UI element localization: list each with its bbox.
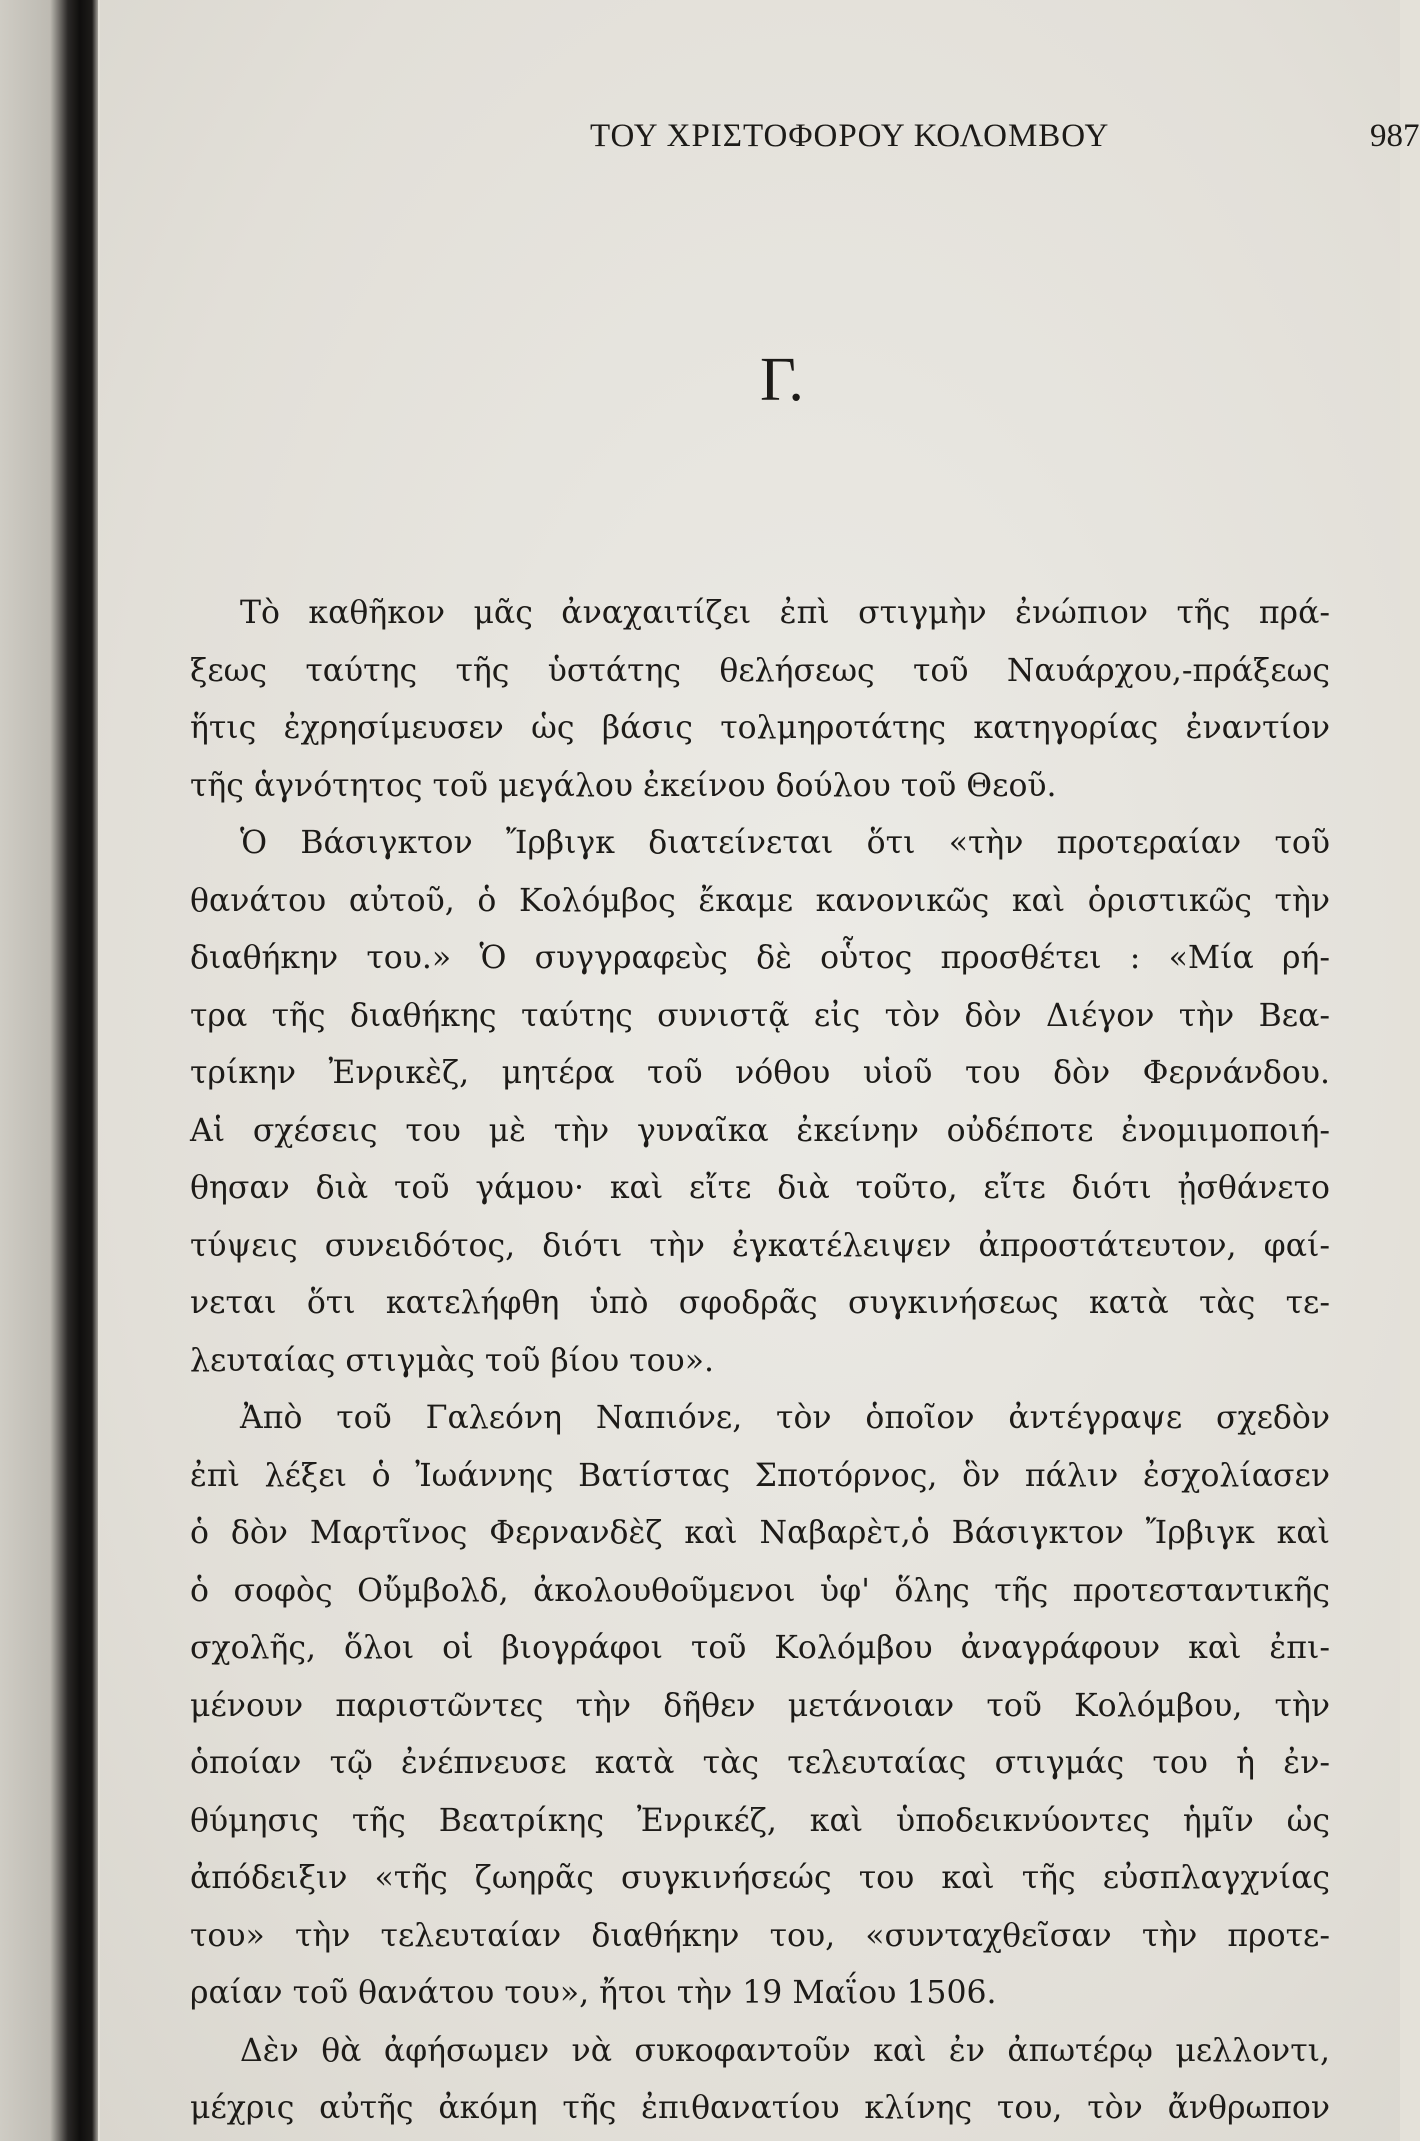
- text-line: θύμησις τῆς Βεατρίκης Ἐνρικέζ, καὶ ὑποδεικνύοντες ἡμῖν ὡς: [190, 1802, 1330, 1839]
- running-title: ΤΟΥ ΧΡΙΣΤΟΦΟΡΟΥ ΚΟΛΟΜΒΟΥ: [590, 118, 1110, 154]
- text-line: σχολῆς, ὅλοι οἱ βιογράφοι τοῦ Κολόμβου ἀναγράφουν καὶ ἐπι-: [190, 1630, 1330, 1666]
- text-line: τρα τῆς διαθήκης ταύτης συνιστᾷ εἰς τὸν δὸν Διέγον τὴν Βεα-: [190, 997, 1330, 1034]
- text-line: του» τὴν τελευταίαν διαθήκην του, «συνταχθεῖσαν τὴν προτε-: [190, 1917, 1330, 1954]
- text-line: ὁποίαν τῷ ἐνέπνευσε κατὰ τὰς τελευταίας στιγμάς του ἡ ἐν-: [190, 1745, 1330, 1781]
- text-line: λευταίας στιγμὰς τοῦ βίου του».: [190, 1342, 714, 1379]
- text-line: Δὲν θὰ ἀφήσωμεν νὰ συκοφαντοῦν καὶ ἐν ἀπωτέρῳ μελλοντι,: [240, 2032, 1330, 2069]
- section-heading: Γ.: [760, 346, 804, 414]
- text-line: ὁ δὸν Μαρτῖνος Φερνανδὲζ καὶ Ναβαρὲτ,ὁ Βάσιγκτον Ἴρβιγκ καὶ: [190, 1515, 1330, 1551]
- text-line: ἀπόδειξιν «τῆς ζωηρᾶς συγκινήσεώς του καὶ τῆς εὐσπλαγχνίας: [190, 1860, 1330, 1896]
- text-line: ξεως ταύτης τῆς ὑστάτης θελήσεως τοῦ Ναυάρχου,-πράξεως: [190, 652, 1330, 689]
- text-line: Ὁ Βάσιγκτον Ἴρβιγκ διατείνεται ὅτι «τὴν προτεραίαν τοῦ: [240, 825, 1330, 861]
- text-line: διαθήκην του.» Ὁ συγγραφεὺς δὲ οὗτος προσθέτει : «Μία ρή-: [190, 940, 1330, 976]
- text-line: ἥτις ἐχρησίμευσεν ὡς βάσις τολμηροτάτης κατηγορίας ἐναντίον: [190, 710, 1330, 746]
- text-line: Ἀπὸ τοῦ Γαλεόνη Ναπιόνε, τὸν ὁποῖον ἀντέγραψε σχεδὸν: [240, 1400, 1330, 1436]
- text-line: νεται ὅτι κατελήφθη ὑπὸ σφοδρᾶς συγκινήσεως κατὰ τὰς τε-: [190, 1285, 1330, 1321]
- text-line: θανάτου αὐτοῦ, ὁ Κολόμβος ἔκαμε κανονικῶς καὶ ὁριστικῶς τὴν: [190, 882, 1330, 919]
- text-line: μέχρις αὐτῆς ἀκόμη τῆς ἐπιθανατίου κλίνης του, τὸν ἄνθρωπον: [190, 2090, 1330, 2126]
- text-line: Αἱ σχέσεις του μὲ τὴν γυναῖκα ἐκείνην οὐδέποτε ἐνομιμοποιή-: [190, 1112, 1330, 1149]
- page-number: 987: [1370, 118, 1420, 154]
- text-line: Τὸ καθῆκον μᾶς ἀναχαιτίζει ἐπὶ στιγμὴν ἐνώπιον τῆς πρά-: [240, 595, 1330, 631]
- text-line: τύψεις συνειδότος, διότι τὴν ἐγκατέλειψεν ἀπροστάτευτον, φαί-: [190, 1227, 1330, 1264]
- text-line: ραίαν τοῦ θανάτου του», ἤτοι τὴν 19 Μαΐου 1506.: [190, 1975, 997, 2011]
- text-line: ὁ σοφὸς Οὔμβολδ, ἀκολουθοῦμενοι ὑφ' ὅλης τῆς προτεσταντικῆς: [190, 1572, 1330, 1609]
- text-line: τρίκην Ἐνρικὲζ, μητέρα τοῦ νόθου υἱοῦ του δὸν Φερνάνδου.: [190, 1055, 1330, 1091]
- body-text: [190, 585, 1330, 2138]
- text-line: μένουν παριστῶντες τὴν δῆθεν μετάνοιαν τοῦ Κολόμβου, τὴν: [190, 1687, 1330, 1724]
- text-line: τῆς ἁγνότητος τοῦ μεγάλου ἐκείνου δούλου τοῦ Θεοῦ.: [190, 767, 1057, 804]
- book-binding-shadow: [0, 0, 98, 2141]
- text-line: ἐπὶ λέξει ὁ Ἰωάννης Βατίστας Σποτόρνος, ὃν πάλιν ἐσχολίασεν: [190, 1457, 1330, 1494]
- text-line: θησαν διὰ τοῦ γάμου· καὶ εἴτε διὰ τοῦτο, εἴτε διότι ᾐσθάνετο: [190, 1170, 1330, 1206]
